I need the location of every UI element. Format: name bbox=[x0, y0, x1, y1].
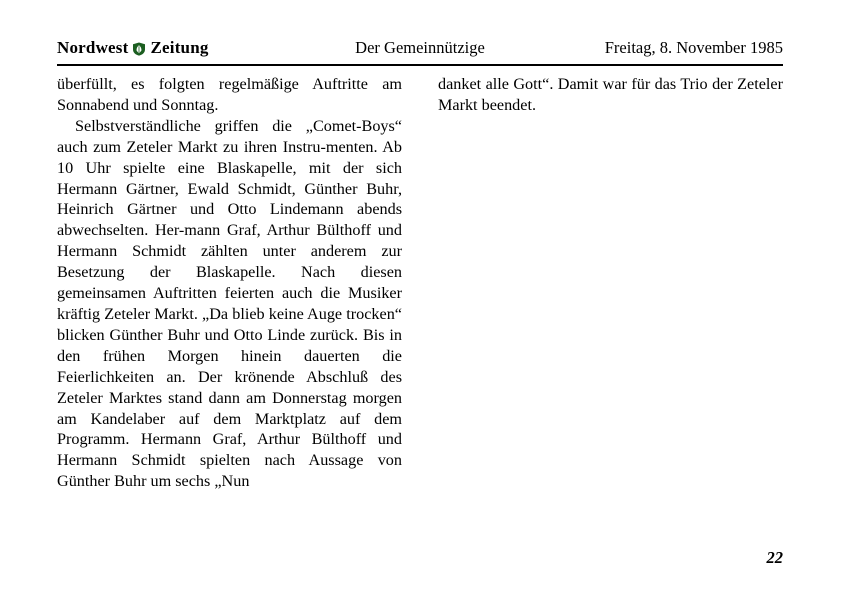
masthead-divider bbox=[57, 64, 783, 66]
shield-leaf-icon bbox=[132, 42, 146, 56]
paragraph: überfüllt, es folgten regelmäßige Auftritte am Sonnabend und Sonntag. bbox=[57, 75, 402, 114]
newspaper-title-part2: Zeitung bbox=[150, 38, 209, 57]
article-body bbox=[57, 74, 783, 534]
left-column bbox=[57, 74, 402, 492]
masthead bbox=[57, 38, 783, 64]
paragraph: Selbstverständliche griffen die „Comet-Boys“ auch zum Zeteler Markt zu ihren Instru-menten. Ab 10 Uhr spielte eine Blaskapelle, mit der sich Hermann Gärtner, Ewald Schmidt, Günther Buhr, Heinrich Gärtner und Otto Lindemann abends abwechselten. Her-mann Graf, Arthur Bülthoff und Hermann Schmidt zählten unter anderem zur Besetzung der Blaskapelle. Nach diesen gemeinsamen Auftritten feierten auch die Musiker kräftig Zeteler Markt. „Da blieb keine Auge trocken“ blicken Günther Buhr und Otto Linde zurück. Bis in den frühen Morgen hinein dauerten die Feierlichkeiten an. Der krönende Abschluß des Zeteler Marktes stand dann am Donnerstag morgen am Kandelaber auf dem Marktplatz auf dem Programm. Hermann Graf, Arthur Bülthoff und Hermann Schmidt spielten nach Aussage von Günther Buhr um sechs „Nun bbox=[57, 116, 402, 491]
section-title: Der Gemeinnützige bbox=[355, 38, 485, 57]
newspaper-title-part1: Nordwest bbox=[57, 38, 129, 57]
right-column bbox=[438, 74, 783, 116]
paragraph: danket alle Gott“. Damit war für das Trio der Zeteler Markt beendet. bbox=[438, 75, 783, 114]
issue-date: Freitag, 8. November 1985 bbox=[604, 38, 783, 57]
page-number: 22 bbox=[766, 548, 783, 567]
newspaper-title bbox=[57, 38, 209, 58]
